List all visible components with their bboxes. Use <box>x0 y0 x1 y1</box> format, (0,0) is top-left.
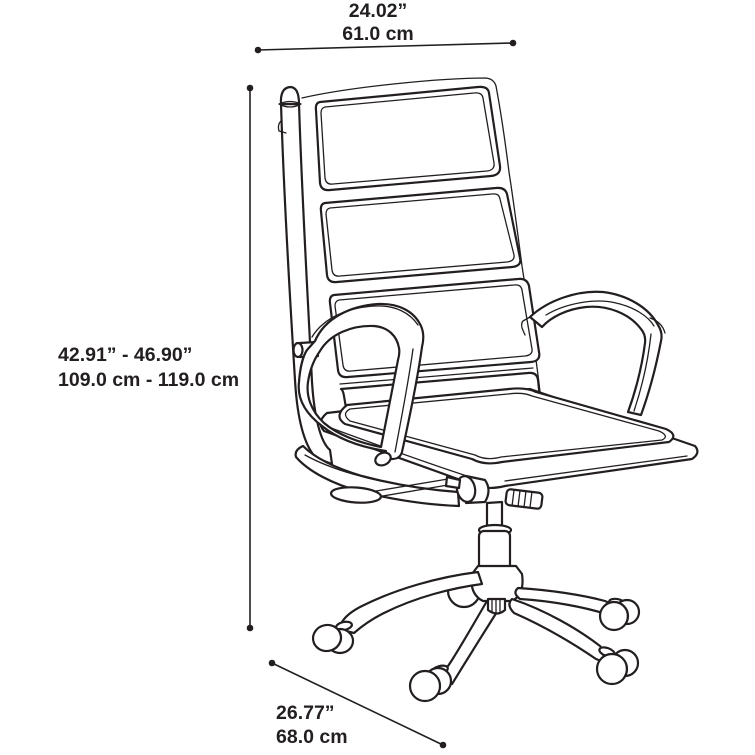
caster-front-right <box>597 646 638 684</box>
caster-front <box>410 664 451 701</box>
back-panel-1 <box>316 87 500 190</box>
base-bellows <box>488 599 505 614</box>
depth-dimension-dot-left <box>269 660 276 667</box>
height-dimension-dot-top <box>247 85 254 92</box>
caster-left <box>311 620 353 653</box>
height-inches-label: 42.91” - 46.90” <box>58 344 193 366</box>
depth-dimension-dot-right <box>440 742 447 749</box>
backrest-panels <box>316 87 540 432</box>
depth-inches-label: 26.77” <box>276 702 335 724</box>
base <box>311 566 639 701</box>
width-dimension <box>255 0 517 53</box>
width-dimension-dot-left <box>255 47 262 54</box>
height-dimension <box>58 85 253 632</box>
height-knob <box>505 489 543 509</box>
width-cm-label: 61.0 cm <box>342 23 414 45</box>
depth-cm-label: 68.0 cm <box>276 726 348 748</box>
armrest-left-horn-cap <box>294 343 303 357</box>
height-dimension-dot-bottom <box>247 625 254 632</box>
width-dimension-dot-right <box>510 40 517 47</box>
lever-bracket <box>446 477 460 488</box>
chair-drawing <box>278 78 697 701</box>
width-inches-label: 24.02” <box>348 0 408 22</box>
back-panel-2 <box>321 188 520 282</box>
back-panel-3 <box>330 279 539 377</box>
height-cm-label: 109.0 cm - 119.0 cm <box>58 369 240 391</box>
